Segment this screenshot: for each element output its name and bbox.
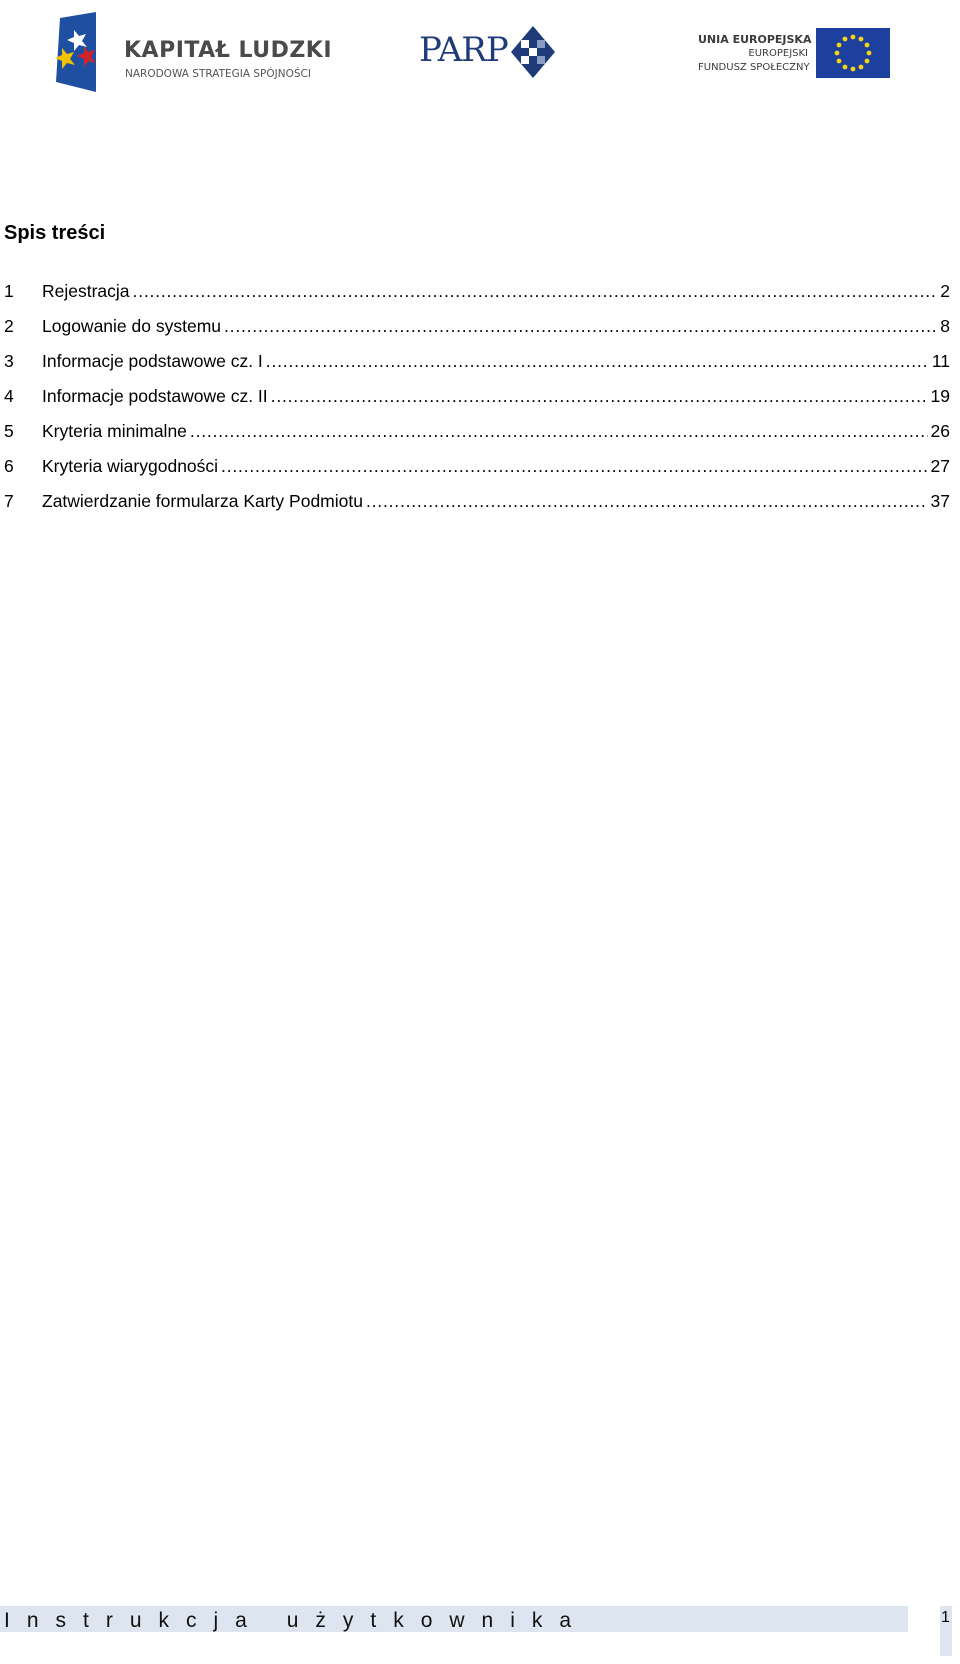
toc-entry[interactable] [4,420,950,455]
kapital-ludzki-logo [54,12,333,100]
toc-entry-number: 7 [4,491,14,511]
toc-entry[interactable] [4,490,950,525]
toc-dot-leader [221,455,927,477]
toc-dot-leader [366,490,928,512]
table-of-contents [4,280,950,525]
toc-entry-page[interactable]: 19 [930,386,950,406]
toc-entry-number: 4 [4,386,14,406]
toc-entry-title[interactable]: Kryteria wiarygodności [42,456,219,476]
toc-entry[interactable] [4,385,950,420]
header-logos [0,0,960,110]
toc-entry-page[interactable]: 8 [940,316,950,336]
toc-title: Spis treści [4,222,106,244]
toc-entry-title[interactable]: Logowanie do systemu [42,316,221,336]
eu-flag-icon [816,28,890,78]
toc-entry[interactable] [4,455,950,490]
toc-dot-leader [271,385,928,407]
parp-logo [419,26,569,82]
toc-entry-page[interactable]: 2 [940,281,950,301]
kapital-ludzki-emblem-icon [54,12,102,92]
toc-entry-title[interactable]: Informacje podstawowe cz. II [42,386,268,406]
toc-entry-title[interactable]: Informacje podstawowe cz. I [42,351,263,371]
toc-entry-page[interactable]: 27 [930,456,950,476]
toc-dot-leader [190,420,928,442]
footer-title: Instrukcja użytkownika [4,1609,589,1632]
eu-line-3: FUNDUSZ SPOŁECZNY [698,62,810,73]
footer-page-number: 1 [941,1609,950,1626]
toc-entry-title[interactable]: Kryteria minimalne [42,421,187,441]
toc-entry-page[interactable]: 11 [931,351,950,371]
toc-entry-number: 6 [4,456,14,476]
eu-logo [698,28,898,84]
eu-line-1: UNIA EUROPEJSKA [698,33,812,46]
toc-entry-number: 3 [4,351,14,371]
eu-line-2: EUROPEJSKI [748,48,808,59]
kapital-ludzki-subtitle: NARODOWA STRATEGIA SPÓJNOŚCI [125,68,311,80]
toc-entry-title[interactable]: Zatwierdzanie formularza Karty Podmiotu [42,491,363,511]
toc-entry-number: 2 [4,316,14,336]
toc-entry[interactable] [4,315,950,350]
toc-entry-page[interactable]: 37 [930,491,950,511]
parp-arrow-icon [511,26,555,78]
parp-title: PARP [419,30,508,70]
toc-entry-number: 5 [4,421,14,441]
toc-dot-leader [224,315,937,337]
toc-dot-leader [266,350,929,372]
toc-entry-title[interactable]: Rejestracja [42,281,130,301]
toc-entry[interactable] [4,280,950,315]
eu-text [698,33,812,75]
toc-dot-leader [133,280,938,302]
toc-entry-number: 1 [4,281,14,301]
kapital-ludzki-title: KAPITAŁ LUDZKI [124,38,333,63]
toc-entry-page[interactable]: 26 [930,421,950,441]
toc-entry[interactable] [4,350,950,385]
